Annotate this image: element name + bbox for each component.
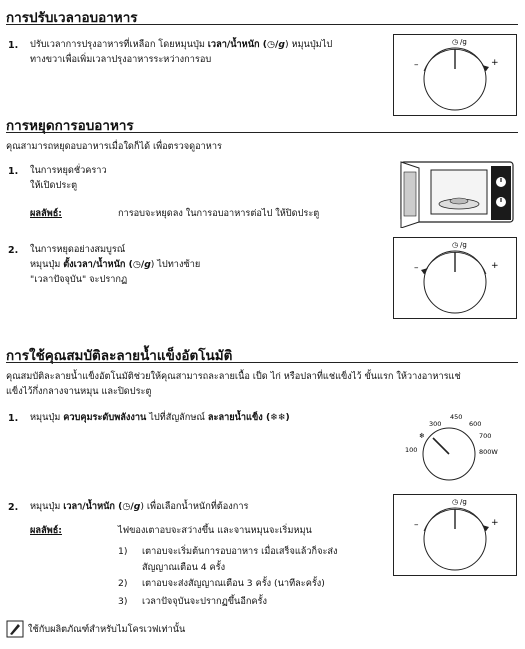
section-divider — [6, 24, 518, 25]
dial-minus: – — [414, 263, 419, 273]
section-divider — [6, 362, 518, 363]
step-text: หมุนปุ่ม ควบคุมระดับพลังงาน ไปที่สัญลักษณ์ ละลายน้ำแข็ง (❄❄) — [30, 412, 290, 423]
dial-minus: – — [414, 60, 419, 70]
dial-label: ◷ — [452, 498, 459, 506]
section-title-defrost: การใช้คุณสมบัติละลายน้ำแข็งอัตโนมัติ — [6, 348, 233, 364]
result-text: การอบจะหยุดลง ในการอบอาหารต่อไป ให้ปิดประตู — [118, 208, 320, 219]
dial-label: 800W — [479, 448, 498, 456]
dial-illustration — [393, 494, 517, 576]
note-text: ใช้กับผลิตภัณฑ์สำหรับไมโครเวฟเท่านั้น — [28, 624, 186, 635]
dial-label: 700 — [479, 432, 492, 440]
note-icon — [6, 620, 24, 638]
power-level-dial-icon — [393, 404, 515, 486]
dial-label: /g — [460, 498, 467, 506]
dial-plus: + — [491, 261, 499, 271]
dial-label: /g — [460, 38, 467, 46]
step-number: 1. — [8, 166, 19, 177]
dial-label: ◷ — [452, 38, 459, 46]
time-weight-dial-icon — [394, 35, 516, 115]
dial-label: 300 — [429, 420, 442, 428]
snowflake-icon: ❄ — [419, 432, 425, 440]
microwave-open-door-icon — [393, 158, 517, 228]
dial-minus: – — [414, 520, 419, 530]
step-text: ในการหยุดอย่างสมบูรณ์ หมุนปุ่ม ตั้งเวลา/น้ำหนัก (◷/g) ไปทางซ้าย "เวลาปัจจุบัน" จะปรากฏ — [30, 244, 201, 285]
dial-label: 100 — [405, 446, 418, 454]
step-number: 2. — [8, 245, 19, 256]
dial-plus: + — [491, 58, 499, 68]
time-weight-dial-icon — [394, 495, 516, 575]
result-text: ไฟของเตาอบจะสว่างขึ้น และจานหมุนจะเริ่มหมุน — [118, 525, 312, 536]
section-title-adjust: การปรับเวลาอบอาหาร — [6, 10, 138, 26]
dial-plus: + — [491, 518, 499, 528]
result-label: ผลลัพธ์: — [30, 208, 62, 219]
step-text: ปรับเวลาการปรุงอาหารที่เหลือก โดยหมุนปุ่ม เวลา/น้ำหนัก (◷/g) หมุนปุ่มไป ทางขวาเพื่อเพิ่มเวลาปรุงอาหารระหว่างการอบ — [30, 39, 333, 65]
section-title-stop: การหยุดการอบอาหาร — [6, 118, 134, 134]
microwave-illustration — [393, 158, 517, 228]
dial-label: 600 — [469, 420, 482, 428]
snowflake-icon: ❄❄ — [270, 412, 286, 423]
section-divider — [6, 132, 518, 133]
result-label: ผลลัพธ์: — [30, 525, 62, 536]
section-intro: คุณสามารถหยุดอบอาหารเมื่อใดก็ได้ เพื่อตรวจดูอาหาร — [6, 141, 222, 152]
step-text: ในการหยุดชั่วคราว ให้เปิดประตู — [30, 165, 107, 191]
step-number: 1. — [8, 40, 19, 51]
section-intro: คุณสมบัติละลายน้ำแข็งอัตโนมัติช่วยให้คุณสามารถละลายเนื้อ เป็ด ไก่ หรือปลาที่แช่แข็งไว้ ขั้นแรก ให้วางอาหารแช่ แข็งไว้กึ่งกลางจานหมุน และปิดประตู — [6, 371, 461, 397]
time-weight-dial-icon — [394, 238, 516, 318]
dial-label: /g — [460, 241, 467, 249]
dial-label: ◷ — [452, 241, 459, 249]
power-dial-illustration — [393, 404, 515, 486]
dial-illustration — [393, 34, 517, 116]
step-text: หมุนปุ่ม เวลา/น้ำหนัก (◷/g) เพื่อเลือกน้ำหนักที่ต้องการ — [30, 501, 249, 512]
dial-label: 450 — [450, 413, 463, 421]
dial-illustration — [393, 237, 517, 319]
step-number: 1. — [8, 413, 19, 424]
step-number: 2. — [8, 502, 19, 513]
